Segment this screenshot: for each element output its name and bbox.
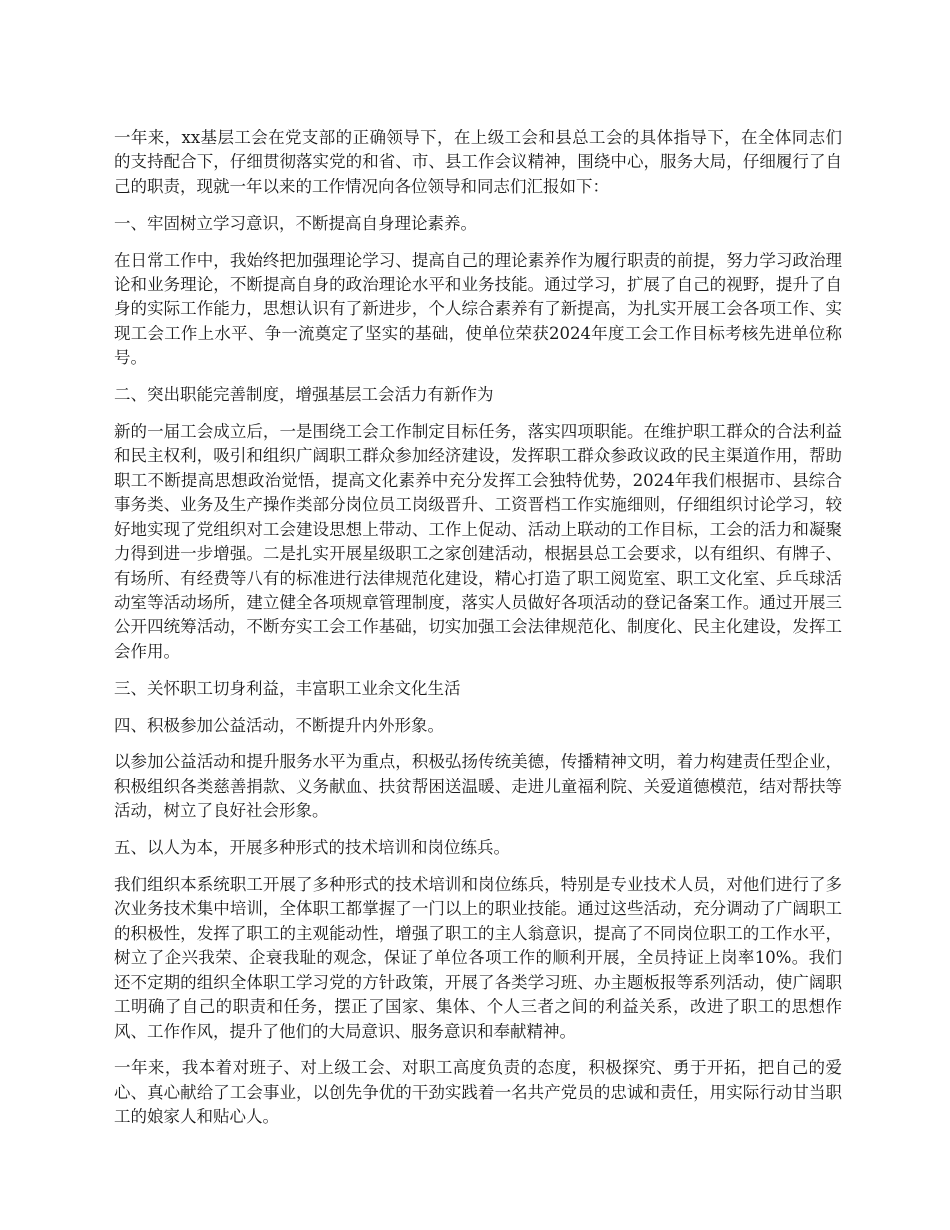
section-heading-2: 二、突出职能完善制度，增强基层工会活力有新作为: [114, 385, 494, 405]
section-heading-5: 五、以人为本，开展多种形式的技术培训和岗位练兵。: [114, 838, 510, 858]
section-heading-1: 一、牢固树立学习意识，不断提高自身理论素养。: [114, 213, 477, 233]
section-heading-4: 四、积极参加公益活动，不断提升内外形象。: [114, 715, 444, 735]
document-body: [114, 126, 842, 1142]
section-4-paragraph: 以参加公益活动和提升服务水平为重点，积极弘扬传统美德，传播精神文明，着力构建责任型企业，积极组织各类慈善捐款、义务献血、扶贫帮困送温暖、走进儿童福利院、关爱道德模范，结对帮扶等活动，树立了良好社会形象。: [114, 752, 842, 821]
section-heading-3: 三、关怀职工切身利益，丰富职工业余文化生活: [114, 678, 461, 698]
section-2-paragraph: 新的一届工会成立后，一是围绕工会工作制定目标任务，落实四项职能。在维护职工群众的合法利益和民主权利，吸引和组织广阔职工群众参加经济建设，发挥职工群众参政议政的民主渠道作用，帮助职工不断提高思想政治觉悟，提高文化素养中充分发挥工会独特优势，2024年我们根据市、县综合事务类、业务及生产操作类部分岗位员工岗级晋升、工资晋档工作实施细则，仔细组织讨论学习，较好地实现了党组织对工会建设思想上带动、工作上促动、活动上联动的工作目标，工会的活力和凝聚力得到进一步增强。二是扎实开展星级职工之家创建活动，根据县总工会要求，以有组织、有牌子、有场所、有经费等八有的标准进行法律规范化建设，精心打造了职工阅览室、职工文化室、乒乓球活动室等活动场所，建立健全各项规章管理制度，落实人员做好各项活动的登记备案工作。通过开展三公开四统筹活动，不断夯实工会工作基础，切实加强工会法律规范化、制度化、民主化建设，发挥工会作用。: [114, 422, 842, 661]
intro-paragraph: 一年来，xx基层工会在党支部的正确领导下，在上级工会和县总工会的具体指导下，在全体同志们的支持配合下，仔细贯彻落实党的和省、市、县工作会议精神，围绕中心，服务大局，仔细履行了自己的职责，现就一年以来的工作情况向各位领导和同志们汇报如下：: [114, 128, 842, 196]
section-1-paragraph: 在日常工作中，我始终把加强理论学习、提高自己的理论素养作为履行职责的前提，努力学习政治理论和业务理论，不断提高自身的政治理论水平和业务技能。通过学习，扩展了自己的视野，提升了自身的实际工作能力，思想认识有了新进步，个人综合素养有了新提高，为扎实开展工会各项工作、实现工会工作上水平、争一流奠定了坚实的基础，使单位荣获2024年度工会工作目标考核先进单位称号。: [114, 250, 842, 368]
closing-paragraph: 一年来，我本着对班子、对上级工会、对职工高度负责的态度，积极探究、勇于开拓，把自己的爱心、真心献给了工会事业，以创先争优的干劲实践着一名共产党员的忠诚和责任，用实际行动甘当职工的娘家人和贴心人。: [114, 1058, 842, 1127]
section-5-paragraph: 我们组织本系统职工开展了多种形式的技术培训和岗位练兵，特别是专业技术人员，对他们进行了多次业务技术集中培训，全体职工都掌握了一门以上的职业技能。通过这些活动，充分调动了广阔职工的积极性，发挥了职工的主观能动性，增强了职工的主人翁意识，提高了不同岗位职工的工作水平，树立了企兴我荣、企衰我耻的观念，保证了单位各项工作的顺利开展，全员持证上岗率10%。我们还不定期的组织全体职工学习党的方针政策，开展了各类学习班、办主题板报等系列活动，使广阔职工明确了自己的职责和任务，摆正了国家、集体、个人三者之间的利益关系，改进了职工的思想作风、工作作风，提升了他们的大局意识、服务意识和奉献精神。: [114, 875, 842, 1041]
